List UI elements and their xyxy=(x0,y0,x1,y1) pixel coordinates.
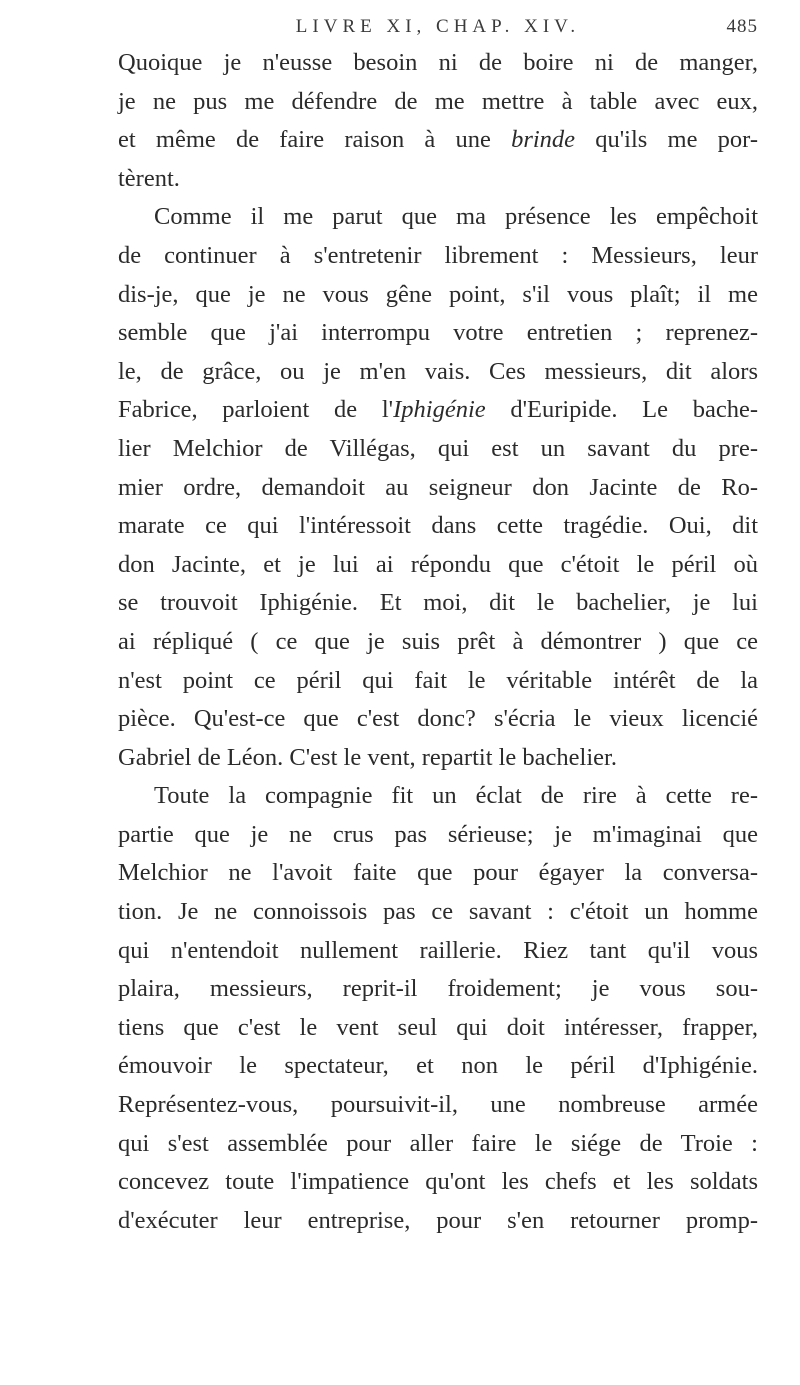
text-line: Gabriel de Léon. C'est le vent, repartit le bachelier. xyxy=(118,743,617,771)
text-line: Quoique je n'eusse besoin ni de boire ni de manger, xyxy=(118,49,758,76)
page-number: 485 xyxy=(726,16,758,37)
text-line: tiens que c'est le vent seul qui doit intéresser, frapper, xyxy=(118,1013,758,1041)
text-line: semble que j'ai interrompu votre entretien ; reprenez- xyxy=(118,319,758,347)
text-line: concevez toute l'impatience qu'ont les chefs et les soldats xyxy=(118,1168,758,1196)
text-line: pièce. Qu'est-ce que c'est donc? s'écria le vieux licencié xyxy=(118,705,758,733)
running-title: LIVRE XI, CHAP. XIV. xyxy=(295,16,581,37)
text-line: émouvoir le spectateur, et non le péril d'Iphigénie. xyxy=(118,1052,758,1080)
text-line: Comme il me parut que ma présence les empêchoit xyxy=(154,203,758,231)
book-page xyxy=(118,12,758,1240)
italic-term: Iphigénie xyxy=(393,396,486,424)
paragraph-1 xyxy=(118,44,758,198)
text-line: se trouvoit Iphigénie. Et moi, dit le bachelier, je lui xyxy=(118,589,758,617)
text-line: plaira, messieurs, reprit-il froidement; je vous sou- xyxy=(118,975,758,1003)
text-line: Représentez-vous, poursuivit-il, une nombreuse armée xyxy=(118,1091,758,1119)
text-line: lier Melchior de Villégas, qui est un savant du pre- xyxy=(118,434,758,462)
text-line: Fabrice, parloient de l'Iphigénie d'Euripide. Le bache- xyxy=(118,396,758,424)
text-line: de continuer à s'entretenir librement : Messieurs, leur xyxy=(118,241,758,269)
text-line: marate ce qui l'intéressoit dans cette tragédie. Oui, dit xyxy=(118,512,758,540)
text-line: Melchior ne l'avoit faite que pour égayer la conversa- xyxy=(118,859,758,887)
text-line: don Jacinte, et je lui ai répondu que c'étoit le péril où xyxy=(118,550,758,578)
text-line: ai répliqué ( ce que je suis prêt à démontrer ) que ce xyxy=(118,627,758,655)
text-line: Toute la compagnie fit un éclat de rire à cette re- xyxy=(154,782,758,810)
paragraph-2 xyxy=(118,198,758,777)
running-header xyxy=(118,12,758,44)
text-line: d'exécuter leur entreprise, pour s'en retourner promp- xyxy=(118,1206,758,1234)
paragraph-3 xyxy=(118,777,758,1240)
text-line: qui s'est assemblée pour aller faire le siége de Troie : xyxy=(118,1129,758,1157)
text-line: le, de grâce, ou je m'en vais. Ces messieurs, dit alors xyxy=(118,357,758,385)
text-line: et même de faire raison à une brinde qu'ils me por- xyxy=(118,126,758,154)
text-line: je ne pus me défendre de me mettre à table avec eux, xyxy=(118,87,758,115)
text-line: n'est point ce péril qui fait le véritable intérêt de la xyxy=(118,666,758,694)
text-line: tèrent. xyxy=(118,164,180,192)
text-line: partie que je ne crus pas sérieuse; je m'imaginai que xyxy=(118,820,758,848)
text-line: tion. Je ne connoissois pas ce savant : c'étoit un homme xyxy=(118,898,758,926)
text-line: qui n'entendoit nullement raillerie. Riez tant qu'il vous xyxy=(118,936,758,964)
italic-term: brinde xyxy=(511,126,576,154)
text-line: dis-je, que je ne vous gêne point, s'il vous plaît; il me xyxy=(118,280,758,308)
text-line: mier ordre, demandoit au seigneur don Jacinte de Ro- xyxy=(118,473,758,501)
